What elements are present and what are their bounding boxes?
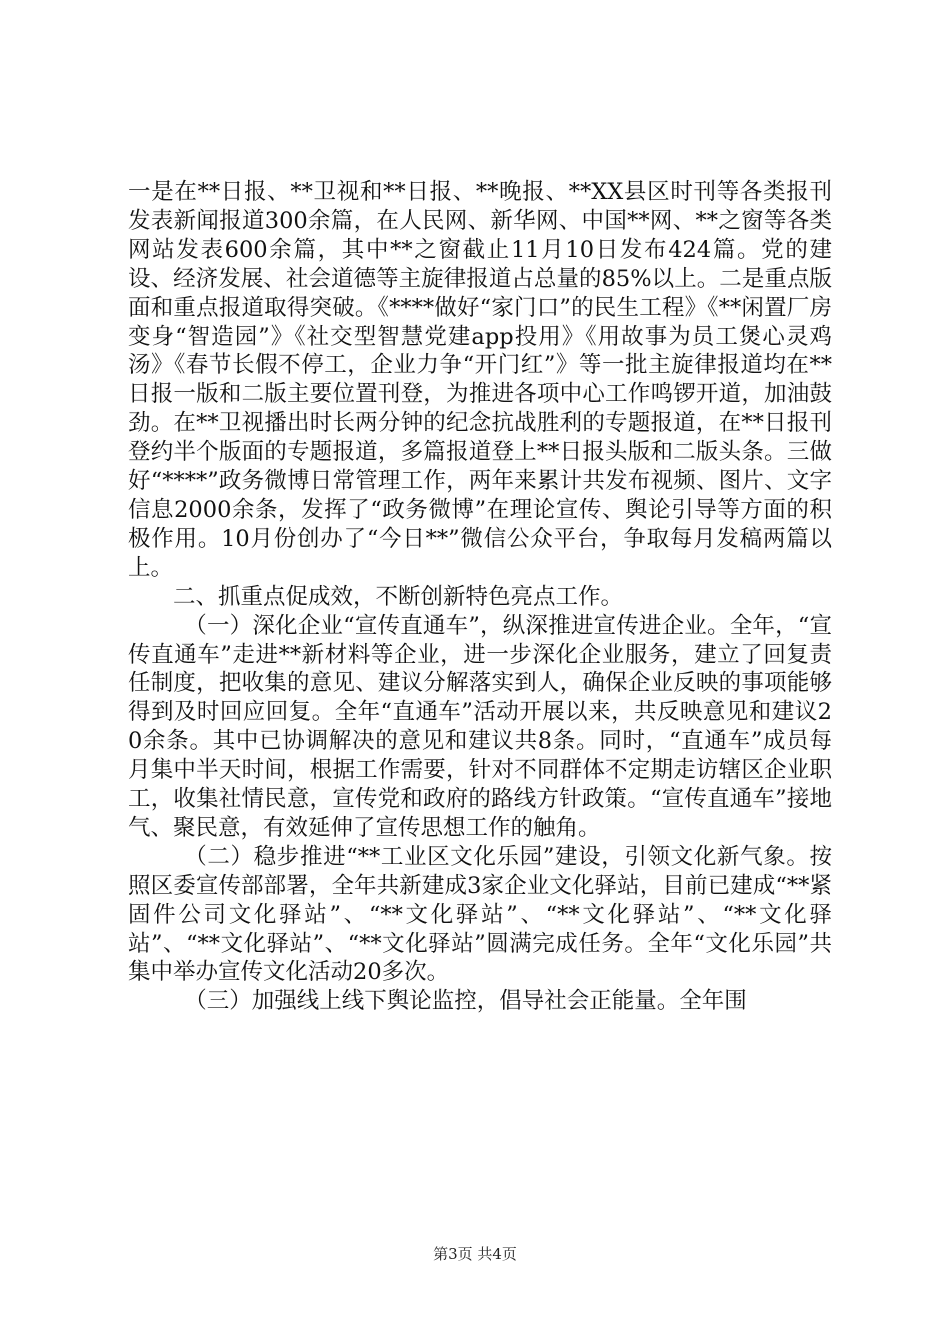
document-body xyxy=(128,178,832,1016)
paragraph-propaganda-express: （一）深化企业“宣传直通车”，纵深推进宣传进企业。全年，“宣传直通车”走进**新材料等企业，进一步深化企业服务，建立了回复责任制度，把收集的意见、建议分解落实到人，确保企业反映的事项能够得到及时回应回复。全年“直通车”活动开展以来，共反映意见和建议20余条。其中已协调解决的意见和建议共8条。同时，“直通车”成员每月集中半天时间，根据工作需要，针对不同群体不定期走访辖区企业职工，收集社情民意，宣传党和政府的路线方针政策。“宣传直通车”接地气、聚民意，有效延伸了宣传思想工作的触角。 xyxy=(128,612,832,841)
paragraph-opinion-monitoring: （三）加强线上线下舆论监控，倡导社会正能量。全年围 xyxy=(184,988,747,1015)
paragraph-culture-park: （二）稳步推进“**工业区文化乐园”建设，引领文化新气象。按照区委宣传部部署，全年共新建成3家企业文化驿站，目前已建成“**紧固件公司文化驿站”、“**文化驿站”、“**文化驿站”、“**文化驿站”、“**文化驿站”、“**文化驿站”圆满完成任务。全年“文化乐园”共集中举办宣传文化活动20多次。 xyxy=(128,843,832,986)
page-footer: 第3页 共4页 xyxy=(433,1245,517,1263)
section-heading-two: 二、抓重点促成效，不断创新特色亮点工作。 xyxy=(173,583,624,610)
paragraph-news-reports: 一是在**日报、**卫视和**日报、**晚报、**XX县区时刊等各类报刊发表新闻报道300余篇，在人民网、新华网、中国**网、**之窗等各类网站发表600余篇，其中**之窗截止11月10日发布424篇。党的建设、经济发展、社会道德等主旋律报道占总量的85%以上。二是重点版面和重点报道取得突破。《****做好“家门口”的民生工程》《**闲置厂房变身“智造园”》《社交型智慧党建app投用》《用故事为员工煲心灵鸡汤》《春节长假不停工，企业力争“开门红”》等一批主旋律报道均在**日报一版和二版主要位置刊登，为推进各项中心工作鸣锣开道，加油鼓劲。在**卫视播出时长两分钟的纪念抗战胜利的专题报道，在**日报刊登约半个版面的专题报道，多篇报道登上**日报头版和二版头条。三做好“****”政务微博日常管理工作，两年来累计共发布视频、图片、文字信息2000余条，发挥了“政务微博”在理论宣传、舆论引导等方面的积极作用。10月份创办了“今日**”微信公众平台，争取每月发稿两篇以上。 xyxy=(128,179,832,581)
